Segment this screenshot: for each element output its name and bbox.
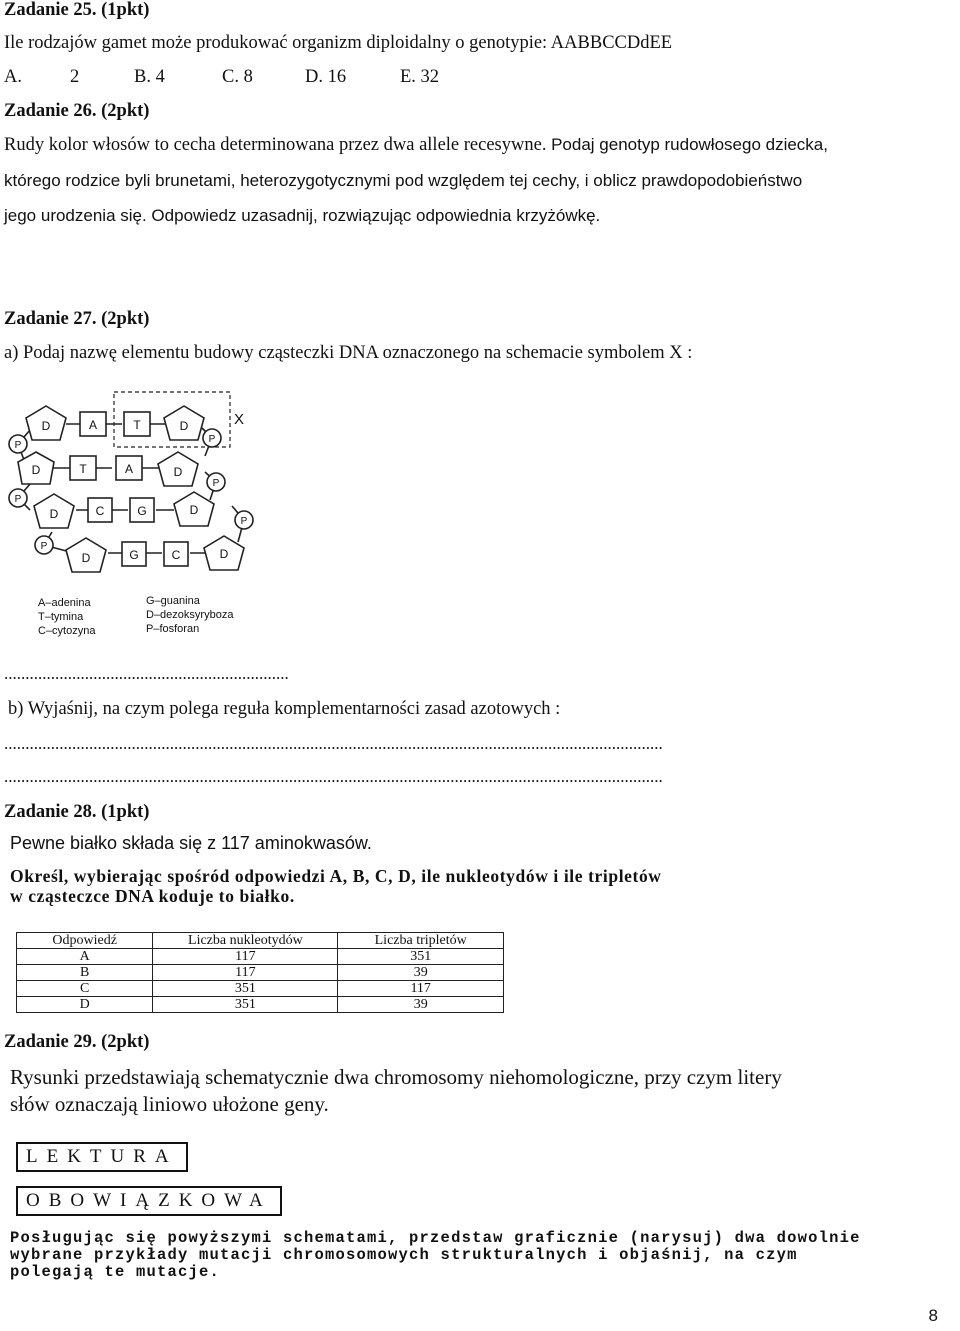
task-26-line1 bbox=[4, 135, 828, 156]
svg-text:P: P bbox=[14, 440, 22, 451]
answer-line-a: ................................................................... bbox=[4, 664, 289, 683]
table-cell: 117 bbox=[153, 949, 338, 965]
answer-line-b1: ........................................................................................................................................................... bbox=[4, 734, 663, 753]
task-28-intro: Pewne białko składa się z 117 aminokwasów. bbox=[10, 833, 372, 853]
svg-text:D: D bbox=[179, 419, 189, 433]
x-label: X bbox=[234, 411, 245, 428]
table-row bbox=[17, 949, 504, 965]
svg-text:D: D bbox=[81, 551, 91, 565]
task-29-instruction-1: Posługując się powyższymi schematami, przedstaw graficznie (narysuj) dwa dowolnie bbox=[10, 1229, 861, 1247]
table-cell: B bbox=[17, 965, 153, 981]
legend-deoxyribose: D–dezoksyryboza bbox=[146, 609, 234, 621]
table-cell: 351 bbox=[338, 949, 504, 965]
svg-text:P: P bbox=[208, 434, 216, 445]
task-26-line1-sans: Podaj genotyp rudowłosego dziecka, bbox=[551, 135, 828, 154]
option-d: D. 16 bbox=[305, 67, 347, 87]
table-cell: 351 bbox=[153, 997, 338, 1013]
table-row bbox=[17, 965, 504, 981]
task-27-title: Zadanie 27. (2pkt) bbox=[4, 309, 150, 329]
task-28-title: Zadanie 28. (1pkt) bbox=[4, 802, 150, 822]
svg-text:T: T bbox=[79, 462, 87, 476]
task-27-question-b: b) Wyjaśnij, na czym polega reguła komplementarności zasad azotowych : bbox=[8, 699, 561, 719]
svg-text:C: C bbox=[95, 504, 105, 518]
task-28-question-1: Określ, wybierając spośród odpowiedzi A, B, C, D, ile nukleotydów i ile tripletów bbox=[10, 866, 662, 886]
option-c: C. 8 bbox=[222, 67, 253, 87]
table-cell: 39 bbox=[338, 997, 504, 1013]
table-cell: 351 bbox=[153, 981, 338, 997]
svg-text:P: P bbox=[240, 516, 248, 527]
table-header: Liczba tripletów bbox=[338, 933, 504, 949]
chromosome-obowiazkowa: OBOWIĄZKOWA bbox=[16, 1186, 282, 1216]
table-cell: 117 bbox=[153, 965, 338, 981]
answer-line-b2: ........................................................................................................................................................... bbox=[4, 767, 663, 786]
table-row bbox=[17, 997, 504, 1013]
option-a-value: 2 bbox=[70, 67, 80, 87]
legend-guanine: G–guanina bbox=[146, 595, 200, 607]
table-row bbox=[17, 981, 504, 997]
chromosome-lektura: LEKTURA bbox=[16, 1142, 188, 1172]
table-header: Odpowiedź bbox=[17, 933, 153, 949]
table-cell: D bbox=[17, 997, 153, 1013]
task-25-title: Zadanie 25. (1pkt) bbox=[4, 0, 150, 20]
legend-adenine: A–adenina bbox=[38, 597, 91, 609]
table-header-row bbox=[17, 933, 504, 949]
task-29-intro-1: Rysunki przedstawiają schematycznie dwa chromosomy niehomologiczne, przy czym litery bbox=[10, 1065, 782, 1089]
task-29-title: Zadanie 29. (2pkt) bbox=[4, 1032, 150, 1052]
svg-text:C: C bbox=[171, 548, 181, 562]
svg-text:T: T bbox=[133, 418, 141, 432]
task-27-question-a: a) Podaj nazwę elementu budowy cząsteczki DNA oznaczonego na schemacie symbolem X : bbox=[4, 343, 693, 363]
task-29-intro-2: słów oznaczają liniowo ułożone geny. bbox=[10, 1092, 329, 1116]
table-cell: 117 bbox=[338, 981, 504, 997]
option-b: B. 4 bbox=[134, 67, 165, 87]
svg-text:G: G bbox=[137, 504, 147, 518]
task-26-line2: którego rodzice byli brunetami, heterozygotycznymi pod względem tej cechy, i oblicz prawdopodobieństwo bbox=[4, 171, 803, 190]
table-cell: 39 bbox=[338, 965, 504, 981]
svg-text:P: P bbox=[14, 494, 22, 505]
table-cell: C bbox=[17, 981, 153, 997]
svg-text:A: A bbox=[88, 418, 98, 432]
svg-text:D: D bbox=[31, 463, 41, 477]
svg-text:A: A bbox=[124, 462, 134, 476]
legend-phosphate: P–fosforan bbox=[146, 623, 200, 635]
option-e: E. 32 bbox=[400, 67, 440, 87]
svg-text:D: D bbox=[189, 503, 199, 517]
option-a-letter: A. bbox=[4, 67, 22, 87]
table-header: Liczba nukleotydów bbox=[153, 933, 338, 949]
svg-text:P: P bbox=[40, 541, 48, 552]
task-26-title: Zadanie 26. (2pkt) bbox=[4, 101, 150, 121]
task-26-line1-serif: Rudy kolor włosów to cecha determinowana przez dwa allele recesywne. bbox=[4, 135, 547, 155]
legend-cytosine: C–cytozyna bbox=[38, 625, 96, 637]
page-number: 8 bbox=[928, 1306, 938, 1325]
task-28-question-2: w cząsteczce DNA koduje to białko. bbox=[10, 886, 295, 906]
task-25-question: Ile rodzajów gamet może produkować organizm diploidalny o genotypie: AABBCCDdEE bbox=[4, 33, 673, 53]
svg-text:D: D bbox=[41, 419, 51, 433]
svg-text:D: D bbox=[219, 547, 229, 561]
task-29-instruction-3: polegają te mutacje. bbox=[10, 1263, 221, 1281]
task-29-instruction-2: wybrane przykłady mutacji chromosomowych strukturalnych i objaśnij, na czym bbox=[10, 1246, 798, 1264]
svg-text:D: D bbox=[49, 507, 59, 521]
table-cell: A bbox=[17, 949, 153, 965]
legend-thymine: T–tymina bbox=[38, 611, 84, 623]
answer-table bbox=[16, 932, 504, 1013]
task-26-line3: jego urodzenia się. Odpowiedz uzasadnij, rozwiązując odpowiednia krzyżówkę. bbox=[4, 206, 601, 225]
svg-text:P: P bbox=[212, 478, 220, 489]
svg-text:G: G bbox=[129, 548, 139, 562]
svg-text:D: D bbox=[173, 465, 183, 479]
dna-diagram bbox=[0, 380, 300, 645]
